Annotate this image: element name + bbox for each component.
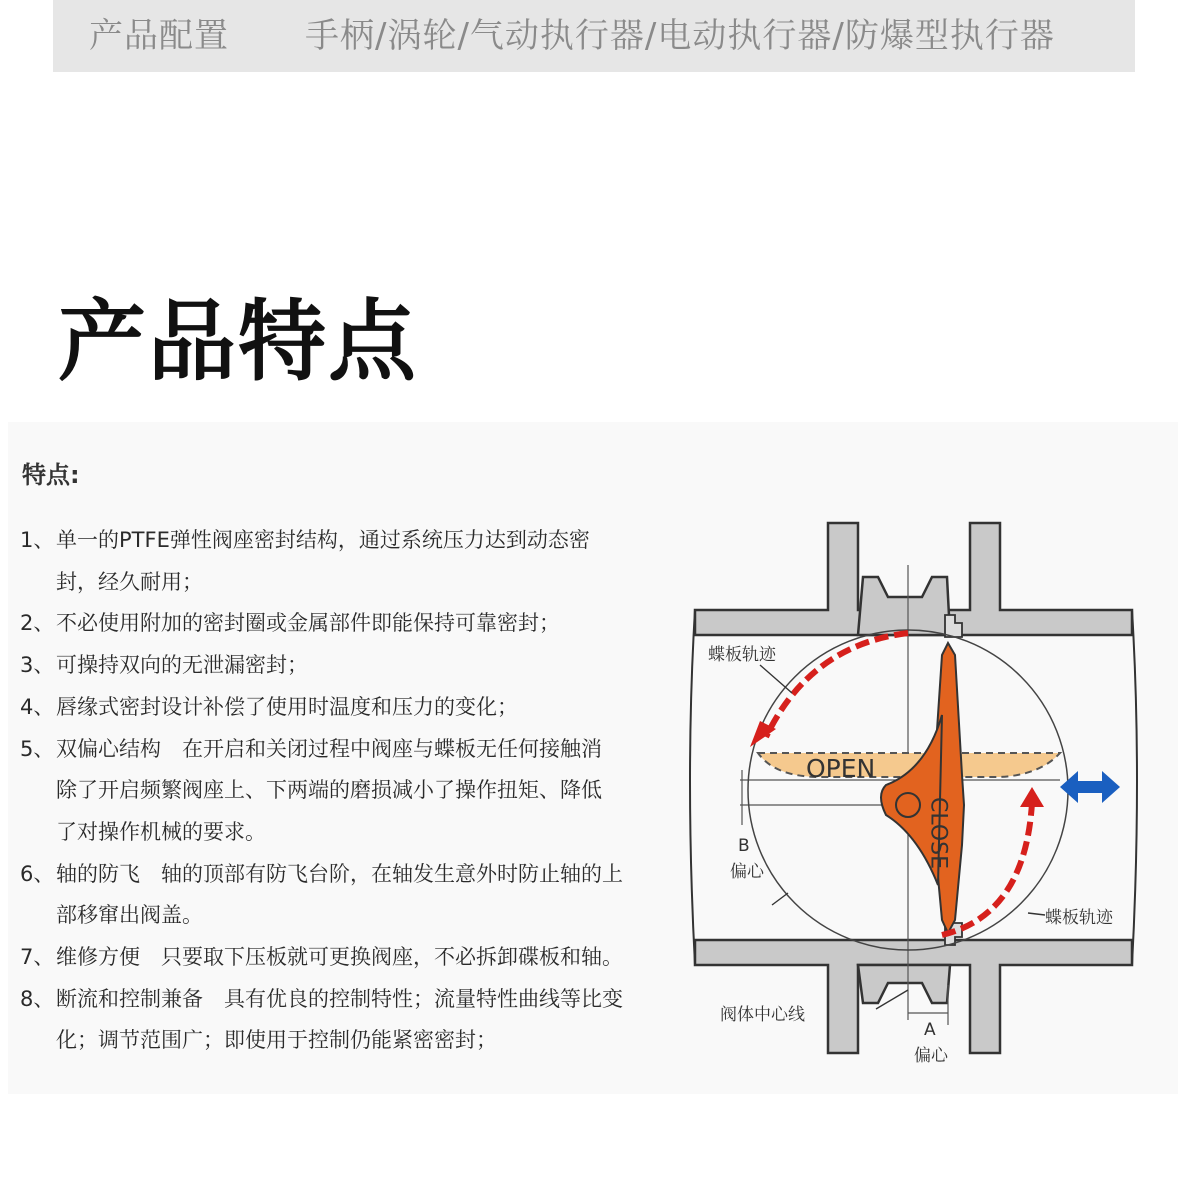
b-offset-label: 偏心: [730, 862, 764, 882]
feature-text-cont: 除了开启频繁阀座上、下两端的磨损减小了操作扭矩、降低: [56, 778, 602, 803]
feature-number: 6、: [20, 861, 55, 886]
feature-item-1: [20, 520, 660, 603]
feature-number: 3、: [20, 653, 55, 678]
feature-number: 8、: [20, 986, 55, 1011]
feature-number: 7、: [20, 945, 55, 970]
feature-text-cont: 了对操作机械的要求。: [56, 819, 266, 844]
feature-item-6: [20, 854, 660, 937]
a-offset-label: 偏心: [914, 1046, 948, 1066]
config-bar: [53, 0, 1135, 72]
feature-number: 1、: [20, 528, 55, 552]
config-value: 手柄/涡轮/气动执行器/电动执行器/防爆型执行器: [305, 16, 1055, 56]
feature-text-cont: 化；调节范围广；即使用于控制仍能紧密密封；: [56, 1028, 497, 1053]
feature-text: 唇缘式密封设计补偿了使用时温度和压力的变化；: [56, 694, 518, 719]
flow-direction-icon: [1060, 771, 1120, 803]
track-label-bottom: 蝶板轨迹: [1045, 908, 1113, 928]
feature-text: 双偏心结构 在开启和关闭过程中阀座与蝶板无任何接触消: [56, 736, 602, 761]
feature-text: 不必使用附加的密封圈或金属部件即能保持可靠密封；: [56, 611, 560, 636]
feature-list: [20, 520, 660, 1062]
feature-item-3: [20, 645, 660, 687]
valve-diagram: [680, 515, 1150, 1075]
feature-text: 可操持双向的无泄漏密封；: [56, 653, 308, 678]
shaft-icon: [896, 793, 920, 817]
feature-text-cont: 封，经久耐用；: [56, 569, 203, 594]
feature-item-4: [20, 687, 660, 729]
feature-number: 4、: [20, 694, 55, 719]
feature-item-5: [20, 729, 660, 854]
a-label: A: [924, 1020, 936, 1040]
features-heading: 特点:: [22, 461, 80, 489]
b-label: B: [738, 836, 750, 856]
feature-item-8: [20, 979, 660, 1062]
close-label: CLOSE: [925, 797, 951, 870]
feature-number: 2、: [20, 611, 55, 636]
open-label: OPEN: [806, 754, 876, 783]
feature-text: 维修方便 只要取下压板就可更换阀座，不必拆卸碟板和轴。: [56, 945, 623, 970]
config-label: 产品配置: [89, 16, 229, 56]
feature-number: 5、: [20, 736, 55, 761]
feature-item-2: [20, 603, 660, 645]
centerline-label: 阀体中心线: [720, 1005, 805, 1025]
track-label-top: 蝶板轨迹: [708, 645, 776, 665]
feature-text: 断流和控制兼备 具有优良的控制特性；流量特性曲线等比变: [56, 986, 623, 1011]
feature-text: 轴的防飞 轴的顶部有防飞台阶，在轴发生意外时防止轴的上: [56, 861, 623, 886]
feature-text-cont: 部移窜出阀盖。: [56, 903, 203, 928]
section-title: 产品特点: [58, 290, 419, 393]
feature-item-7: [20, 937, 660, 979]
feature-text: 单一的PTFE弹性阀座密封结构，通过系统压力达到动态密: [56, 528, 590, 552]
track-arrowhead-bottom: [1020, 787, 1044, 807]
